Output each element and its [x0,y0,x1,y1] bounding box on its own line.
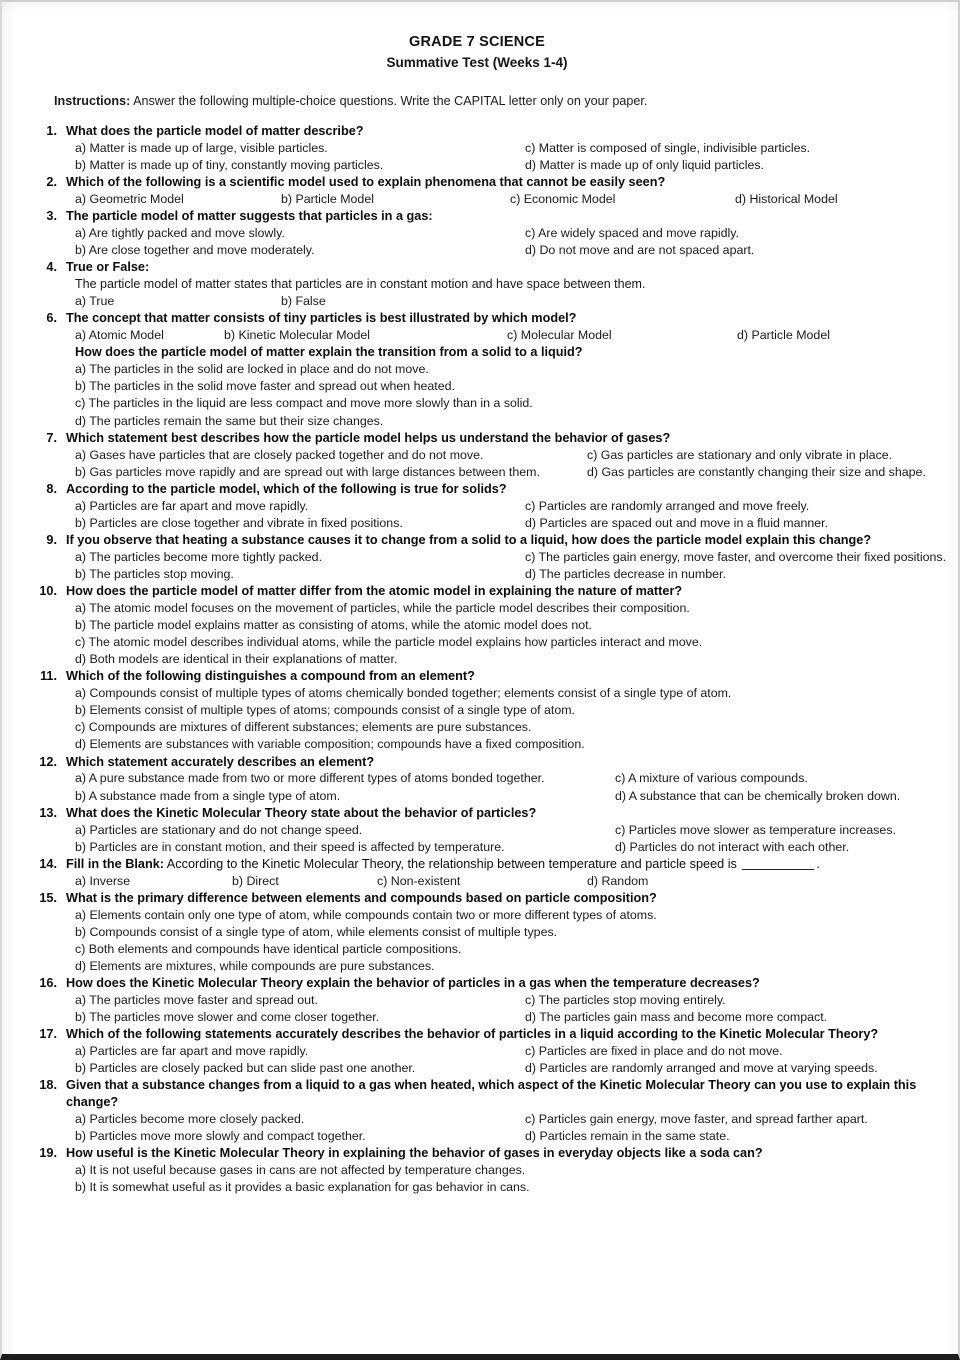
answer-options-row [75,1111,918,1128]
question-heading [36,856,918,873]
question-heading [36,1026,918,1043]
question-text [66,481,918,498]
answer-options-row [75,788,918,805]
question-heading [36,430,918,447]
question-text [66,1077,918,1111]
question-number: 19. [39,1146,57,1161]
question-text [66,668,918,685]
question-number: 10. [39,583,57,598]
answer-option[interactable]: b) False [281,293,326,308]
answer-option[interactable]: d) The particles gain mass and become more compact. [525,1010,828,1025]
question-prompt: How does the Kinetic Molecular Theory explain the behavior of particles in a gas when the temperature decreases? [66,976,760,991]
question-item [36,259,918,310]
answer-option[interactable]: c) Molecular Model [507,327,612,342]
answer-options-row [75,1043,918,1060]
answer-option[interactable]: d) Both models are identical in their explanations of matter. [75,652,398,667]
question-number: 13. [39,805,57,820]
answer-option[interactable]: b) Elements consist of multiple types of atoms; compounds consist of a single type of atom. [75,703,575,718]
answer-option[interactable]: b) Gas particles move rapidly and are spread out with large distances between them. [75,464,540,479]
answer-options [75,140,918,174]
answer-option[interactable]: d) Particles are randomly arranged and move at varying speeds. [525,1061,878,1076]
question-prompt: Which statement best describes how the particle model helps us understand the behavior of gases? [66,430,671,445]
answer-option[interactable]: d) Particle Model [737,327,830,342]
question-number: 12. [39,754,57,769]
question-text [66,754,918,771]
page-title: GRADE 7 SCIENCE [409,34,545,50]
answer-option[interactable]: b) Particle Model [281,191,374,206]
question-text [66,1026,918,1043]
answer-option[interactable]: c) A mixture of various compounds. [615,771,808,786]
question-heading [36,310,918,327]
page-subtitle: Summative Test (Weeks 1-4) [386,55,568,71]
answer-option[interactable]: a) Geometric Model [75,191,184,206]
answer-option[interactable]: a) Elements contain only one type of atom, while compounds contain two or more different types of atoms. [75,907,657,922]
question-prompt: Which of the following distinguishes a compound from an element? [66,669,475,684]
answer-options [75,992,918,1026]
question-stem: The particle model of matter states that particles are in constant motion and have space between them. [75,277,646,292]
answer-option[interactable]: d) Historical Model [735,191,838,206]
answer-options-row [75,327,918,344]
answer-options [75,549,947,583]
answer-options [75,1043,918,1077]
question-text [66,856,918,873]
answer-options [75,822,918,856]
answer-option[interactable]: a) The particles in the solid are locked in place and do not move. [75,362,429,377]
answer-option[interactable]: c) Gas particles are stationary and only vibrate in place. [587,447,893,462]
answer-options [75,327,918,344]
answer-options [75,293,918,310]
answer-option[interactable]: c) Are widely spaced and move rapidly. [525,225,739,240]
question-text [66,583,918,600]
answer-option[interactable]: a) A pure substance made from two or more different types of atoms bonded together. [75,771,545,786]
answer-options-extra [75,361,918,429]
question-number: 18. [39,1078,57,1093]
question-item [36,583,918,668]
question-item [36,208,918,259]
answer-option[interactable]: c) Matter is composed of single, indivisible particles. [525,140,811,155]
question-text [66,430,918,447]
answer-option[interactable]: c) Particles gain energy, move faster, and spread farther apart. [525,1112,868,1127]
answer-option[interactable]: a) Particles are far apart and move rapidly. [75,1044,309,1059]
question-prompt: The particle model of matter suggests that particles in a gas: [66,209,433,224]
answer-option[interactable]: a) The atomic model focuses on the movement of particles, while the particle model describes their composition. [75,600,690,615]
question-sub-prompt: How does the particle model of matter explain the transition from a solid to a liquid? [75,345,583,360]
answer-option[interactable]: b) The particle model explains matter as consisting of atoms, while the atomic model does not. [75,617,592,632]
question-prompt: What does the particle model of matter describe? [66,123,364,138]
question-heading [36,532,918,549]
question-heading [36,1145,918,1162]
answer-options-row [75,873,918,890]
question-heading [36,805,918,822]
question-item [36,174,918,208]
answer-option[interactable]: c) The particles gain energy, move faster, and overcome their fixed positions. [525,549,947,564]
answer-option[interactable]: a) Gases have particles that are closely packed together and do not move. [75,447,484,462]
answer-options [75,1111,918,1145]
answer-option[interactable]: b) Compounds consist of a single type of atom, while elements consist of multiple types. [75,924,558,939]
question-number: 6. [46,311,57,326]
question-number: 11. [40,669,57,684]
question-item [36,430,926,481]
question-item [36,532,947,583]
question-prompt: The concept that matter consists of tiny particles is best illustrated by which model? [66,311,577,326]
answer-option[interactable]: a) Particles become more closely packed. [75,1112,305,1127]
question-number: 15. [39,890,57,905]
answer-option[interactable]: d) Elements are mixtures, while compounds are pure substances. [75,959,435,974]
question-text [66,975,918,992]
answer-option[interactable]: a) Matter is made up of large, visible particles. [75,140,328,155]
answer-option[interactable]: b) Particles move more slowly and compact together. [75,1129,366,1144]
answer-option[interactable]: c) The particles in the liquid are less compact and move more slowly than in a solid. [75,396,533,411]
answer-options-row [75,1060,918,1077]
question-number: 16. [39,976,57,991]
answer-options-row [75,293,918,310]
question-item [36,856,918,890]
question-heading [36,1077,918,1111]
answer-options-row [75,839,918,856]
question-prompt: If you observe that heating a substance causes it to change from a solid to a liquid, how does the particle model explain this change? [66,532,872,547]
answer-option[interactable]: d) The particles remain the same but their size changes. [75,413,384,428]
answer-option[interactable]: c) Non-existent [377,873,461,888]
answer-option[interactable]: d) The particles decrease in number. [525,566,726,581]
answer-option[interactable]: a) Atomic Model [75,327,164,342]
answer-options-row [75,515,918,532]
answer-option[interactable]: b) Matter is made up of tiny, constantly moving particles. [75,157,384,172]
question-number: 3. [46,209,57,224]
answer-option[interactable]: d) Do not move and are not spaced apart. [525,243,755,258]
instructions-text: Answer the following multiple-choice questions. Write the CAPITAL letter only on your paper. [130,93,648,108]
answer-option[interactable]: c) Compounds are mixtures of different substances; elements are pure substances. [75,720,532,735]
answer-option[interactable]: d) Elements are substances with variable composition; compounds have a fixed composition. [75,737,585,752]
answer-option[interactable]: d) Particles remain in the same state. [525,1129,730,1144]
question-inline-text: According to the Kinetic Molecular Theory, the relationship between temperature and particle speed is [163,856,741,871]
question-prompt: True or False: [66,260,150,275]
answer-option[interactable]: d) Particles are spaced out and move in a fluid manner. [525,515,829,530]
answer-options-row [75,447,918,464]
question-number: 2. [46,175,57,190]
answer-option[interactable]: b) Kinetic Molecular Model [224,327,370,342]
answer-option[interactable]: b) The particles move slower and come closer together. [75,1010,380,1025]
answer-options-row [75,1009,918,1026]
answer-options [75,770,918,804]
question-prompt: Fill in the Blank: [66,856,164,871]
question-prompt: According to the particle model, which of the following is true for solids? [66,481,507,496]
question-heading [36,481,918,498]
answer-option[interactable]: b) Particles are close together and vibrate in fixed positions. [75,515,403,530]
answer-options-row [75,992,918,1009]
answer-option[interactable]: a) True [75,293,115,308]
answer-option[interactable]: b) Particles are closely packed but can slide past one another. [75,1061,416,1076]
answer-options-row [75,566,918,583]
question-item [36,1077,918,1145]
question-number: 4. [46,260,57,275]
question-number: 1. [46,123,57,138]
answer-option[interactable]: d) Random [587,873,649,888]
question-text [66,310,918,327]
answer-options-row [75,1128,918,1145]
answer-option[interactable]: d) Particles do not interact with each other. [615,839,850,854]
question-heading [36,259,918,276]
answer-option[interactable]: a) Particles are far apart and move rapidly. [75,498,309,513]
question-heading [36,208,918,225]
question-number: 7. [46,430,57,445]
answer-option[interactable]: c) Economic Model [510,191,616,206]
answer-option[interactable]: d) A substance that can be chemically broken down. [615,788,901,803]
answer-options-row [75,770,918,787]
answer-option[interactable]: b) The particles stop moving. [75,566,234,581]
question-item [36,668,918,753]
answer-option[interactable]: a) The particles move faster and spread out. [75,993,318,1008]
instructions-paragraph [54,93,918,109]
question-text [66,208,918,225]
answer-options [75,1162,918,1196]
question-number: 17. [39,1027,57,1042]
question-item [36,805,918,856]
answer-option[interactable]: a) Are tightly packed and move slowly. [75,225,285,240]
answer-option[interactable]: b) Are close together and move moderately. [75,243,315,258]
answer-option[interactable]: b) Particles are in constant motion, and their speed is affected by temperature. [75,839,505,854]
document-header [36,32,918,73]
fill-in-blank-line[interactable] [742,869,814,870]
question-prompt: Which of the following is a scientific model used to explain phenomena that cannot be easily seen? [66,175,666,190]
question-item [36,890,918,975]
question-prompt: Which of the following statements accurately describes the behavior of particles in a liquid according to the Kinetic Molecular Theory? [66,1027,879,1042]
answer-option[interactable]: a) The particles become more tightly packed. [75,549,323,564]
answer-option[interactable]: a) Compounds consist of multiple types of atoms chemically bonded together; elements consist of a single type of atom. [75,686,732,701]
question-prompt: How does the particle model of matter differ from the atomic model in explaining the nature of matter? [66,583,683,598]
answer-option[interactable]: b) The particles in the solid move faster and spread out when heated. [75,379,455,394]
question-item [36,481,918,532]
question-text [66,259,918,276]
answer-option[interactable]: c) Particles are randomly arranged and move freely. [525,498,810,513]
question-text [66,532,918,549]
answer-options-row [75,822,918,839]
answer-option[interactable]: a) It is not useful because gases in cans are not affected by temperature changes. [75,1163,526,1178]
question-item [36,754,918,805]
question-number: 8. [46,481,57,496]
answer-options-row [75,464,926,481]
question-prompt: How useful is the Kinetic Molecular Theory in explaining the behavior of gases in everyday objects like a soda can? [66,1146,763,1161]
instructions-label: Instructions: [54,93,131,108]
answer-option[interactable]: c) The atomic model describes individual atoms, while the particle model explains how particles interact and move. [75,635,703,650]
question-heading [36,975,918,992]
question-heading [36,754,918,771]
question-text [66,123,918,140]
answer-option[interactable]: c) Particles are fixed in place and do not move. [525,1044,783,1059]
answer-option[interactable]: b) A substance made from a single type of atom. [75,788,341,803]
question-heading [36,583,918,600]
question-number: 9. [46,532,57,547]
question-prompt: What does the Kinetic Molecular Theory state about the behavior of particles? [66,805,537,820]
question-item [36,975,918,1026]
answer-options [75,873,918,890]
answer-option[interactable]: d) Matter is made up of only liquid particles. [525,157,764,172]
answer-option[interactable]: d) Gas particles are constantly changing their size and shape. [587,464,926,479]
question-text [66,1145,918,1162]
answer-options-row [75,242,918,259]
question-prompt: What is the primary difference between elements and compounds based on particle composition? [66,890,657,905]
question-item [36,123,918,174]
question-prompt: Which statement accurately describes an element? [66,754,375,769]
answer-option[interactable]: a) Particles are stationary and do not change speed. [75,822,363,837]
answer-options-row [75,157,918,174]
answer-option[interactable]: c) Both elements and compounds have identical particle compositions. [75,941,462,956]
answer-options-row [75,225,918,242]
answer-options [75,685,918,753]
question-text [66,174,918,191]
answer-options [75,191,918,208]
question-item [36,1026,918,1077]
answer-options-row [75,549,947,566]
question-inline-suffix: . [816,856,820,871]
question-number: 14. [39,856,57,871]
answer-options [75,498,918,532]
question-prompt: Given that a substance changes from a liquid to a gas when heated, which aspect of the Kinetic Molecular Theory can you use to explain this change? [66,1078,917,1110]
document-sheet [2,2,958,1196]
answer-option[interactable]: b) Direct [232,873,279,888]
question-heading [36,668,918,685]
answer-options [75,907,918,975]
answer-options-row [75,498,918,515]
question-item [36,310,918,430]
answer-options [75,600,918,668]
answer-options-row [75,191,918,208]
question-heading [36,123,918,140]
question-list [36,123,947,1197]
answer-option[interactable]: c) Particles move slower as temperature increases. [615,822,896,837]
question-item [36,1145,918,1196]
answer-option[interactable]: a) Inverse [75,873,131,888]
question-heading [36,890,918,907]
answer-option[interactable]: c) The particles stop moving entirely. [525,993,726,1008]
answer-options [75,225,918,259]
answer-options [75,447,926,481]
question-text [66,890,918,907]
question-text [66,805,918,822]
question-heading [36,174,918,191]
answer-option[interactable]: b) It is somewhat useful as it provides a basic explanation for gas behavior in cans. [75,1180,530,1195]
answer-options-row [75,140,918,157]
